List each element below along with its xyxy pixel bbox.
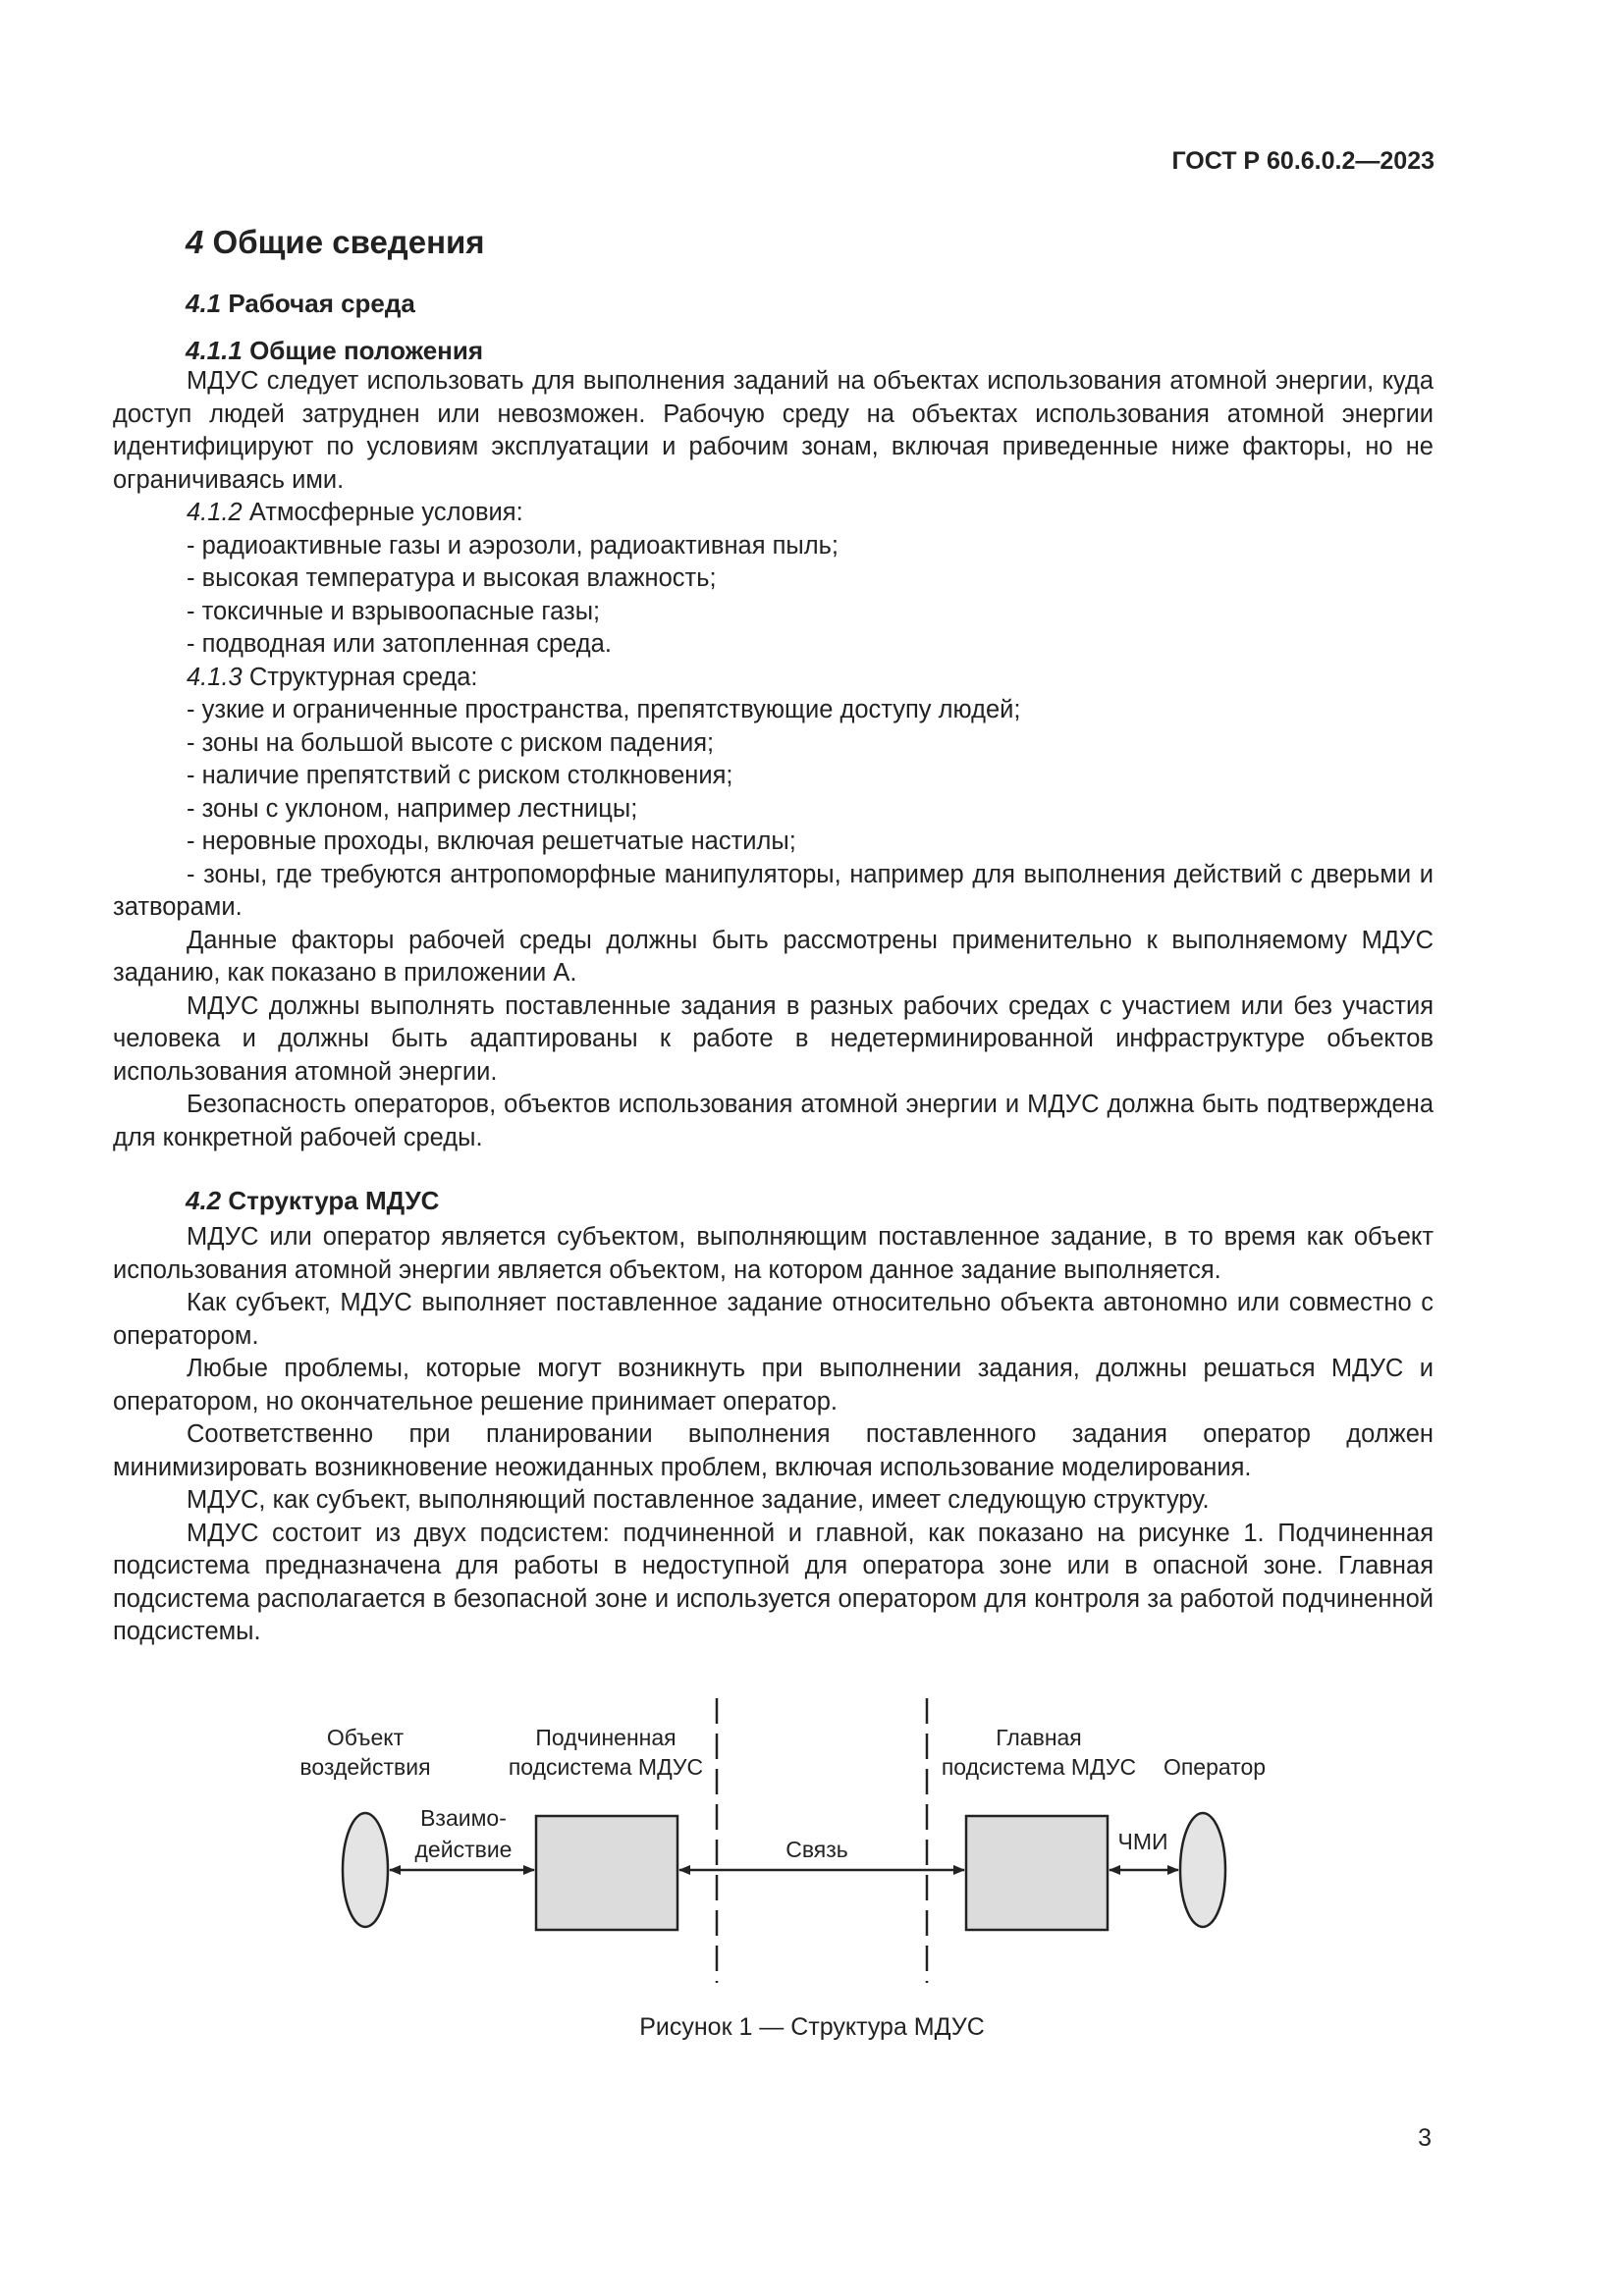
paragraph: МДУС состоит из двух подсистем: подчиненной и главной, как показано на рисунке 1. Подчиненная подсистема предназначена для работы в недоступной для оператора зоне или в опасной зоне. Главная подсистема располагается в безопасной зоне и используется оператором для контроля за работой подчиненной подсистемы. (113, 1519, 1434, 1645)
section-title: Общие положения (249, 336, 484, 365)
paragraph: Безопасность операторов, объектов использования атомной энергии и МДУС должна быть подтверждена для конкретной рабочей среды. (113, 1091, 1434, 1151)
page-number: 3 (1418, 2124, 1432, 2152)
operator-ellipse (1180, 1813, 1225, 1927)
link-label: Связь (785, 1837, 848, 1862)
master-label-line2: подсистема МДУС (941, 1754, 1137, 1780)
section-title: Структура МДУС (228, 1186, 440, 1215)
paragraph: МДУС или оператор является субъектом, выполняющим поставленное задание, в то время как объект использования атомной энергии является объектом, на котором данное задание выполняется. (113, 1223, 1434, 1284)
object-ellipse (343, 1813, 388, 1927)
section-number: 4.1.2 (187, 499, 243, 526)
section-title: Общие сведения (212, 224, 485, 260)
operator-label: Оператор (1163, 1754, 1267, 1780)
subsection-title: Атмосферные условия: (248, 499, 523, 526)
hmi-label: ЧМИ (1117, 1829, 1168, 1854)
section-4-heading (186, 224, 485, 261)
paragraph: Как субъект, МДУС выполняет поставленное задание относительно объекта автономно или совместно с оператором. (113, 1289, 1434, 1350)
paragraph: МДУС должны выполнять поставленные задания в разных рабочих средах с участием или без участия человека и должны быть адаптированы к работе в недетерминированной инфраструктуре объектов использования атомной энергии. (113, 991, 1434, 1086)
paragraph: Соответственно при планировании выполнения поставленного задания оператор должен минимизировать возникновение неожиданных проблем, включая использование моделирования. (113, 1420, 1434, 1481)
list-item: - токсичные и взрывоопасные газы; (187, 597, 601, 625)
object-label-line2: воздействия (299, 1754, 431, 1780)
section-number: 4.1.3 (187, 663, 243, 691)
paragraph: МДУС следует использовать для выполнения заданий на объектах использования атомной энергии, куда доступ людей затруднен или невозможен. Рабочую среду на объектах использования атомной энергии идентифицируют по условиям эксплуатации и рабочим зонам, включая приведенные ниже факторы, но не ограничиваясь ими. (113, 367, 1434, 494)
paragraph: Любые проблемы, которые могут возникнуть при выполнении задания, должны решаться МДУС и оператором, но окончательное решение принимает оператор. (113, 1355, 1434, 1415)
document-code: ГОСТ Р 60.6.0.2—2023 (1171, 147, 1435, 175)
list-item: - зоны с уклоном, например лестницы; (187, 794, 638, 823)
section-title: Рабочая среда (228, 289, 415, 318)
section-4-2-body (113, 1221, 1434, 1649)
subsection-4-1-2-title (113, 497, 1434, 530)
subsection-title: Структурная среда: (248, 663, 478, 691)
figure-1-diagram (295, 1688, 1326, 2002)
list-item: - радиоактивные газы и аэрозоли, радиоактивная пыль; (187, 531, 839, 560)
slave-label-line2: подсистема МДУС (508, 1754, 704, 1780)
section-4-1-body (113, 365, 1434, 1154)
section-4-2-heading (186, 1186, 439, 1216)
slave-subsystem-box (536, 1816, 677, 1930)
list-item: - подводная или затопленная среда. (187, 630, 612, 658)
section-4-1-heading (186, 289, 415, 319)
list-item: - зоны на большой высоте с риском падения; (187, 728, 715, 757)
list-item: - зоны, где требуются антропоморфные манипуляторы, например для выполнения действий с дверьми и затворами. (113, 860, 1434, 921)
section-number: 4 (186, 224, 204, 260)
list-item: - высокая температура и высокая влажность; (187, 564, 717, 592)
paragraph: МДУС, как субъект, выполняющий поставленное задание, имеет следующую структуру. (187, 1486, 1210, 1514)
list-item: - узкие и ограниченные пространства, препятствующие доступу людей; (187, 696, 1021, 723)
slave-label-line1: Подчиненная (535, 1725, 677, 1750)
section-number: 4.1 (186, 289, 222, 318)
interaction-label-line1: Взаимо- (420, 1805, 507, 1831)
section-number: 4.1.1 (186, 336, 243, 365)
figure-caption: Рисунок 1 — Структура МДУС (639, 2013, 985, 2041)
subsection-4-1-3-title (113, 662, 1434, 695)
master-label-line1: Главная (996, 1725, 1082, 1750)
object-label-line1: Объект (326, 1725, 405, 1750)
section-4-1-1-heading (186, 336, 483, 366)
paragraph: Данные факторы рабочей среды должны быть рассмотрены применительно к выполняемому МДУС заданию, как показано в приложении А. (113, 926, 1434, 987)
master-subsystem-box (966, 1816, 1108, 1930)
list-item: - наличие препятствий с риском столкновения; (187, 762, 733, 789)
list-item: - неровные проходы, включая решетчатые настилы; (187, 828, 796, 855)
section-number: 4.2 (186, 1186, 222, 1215)
interaction-label-line2: действие (414, 1837, 513, 1862)
